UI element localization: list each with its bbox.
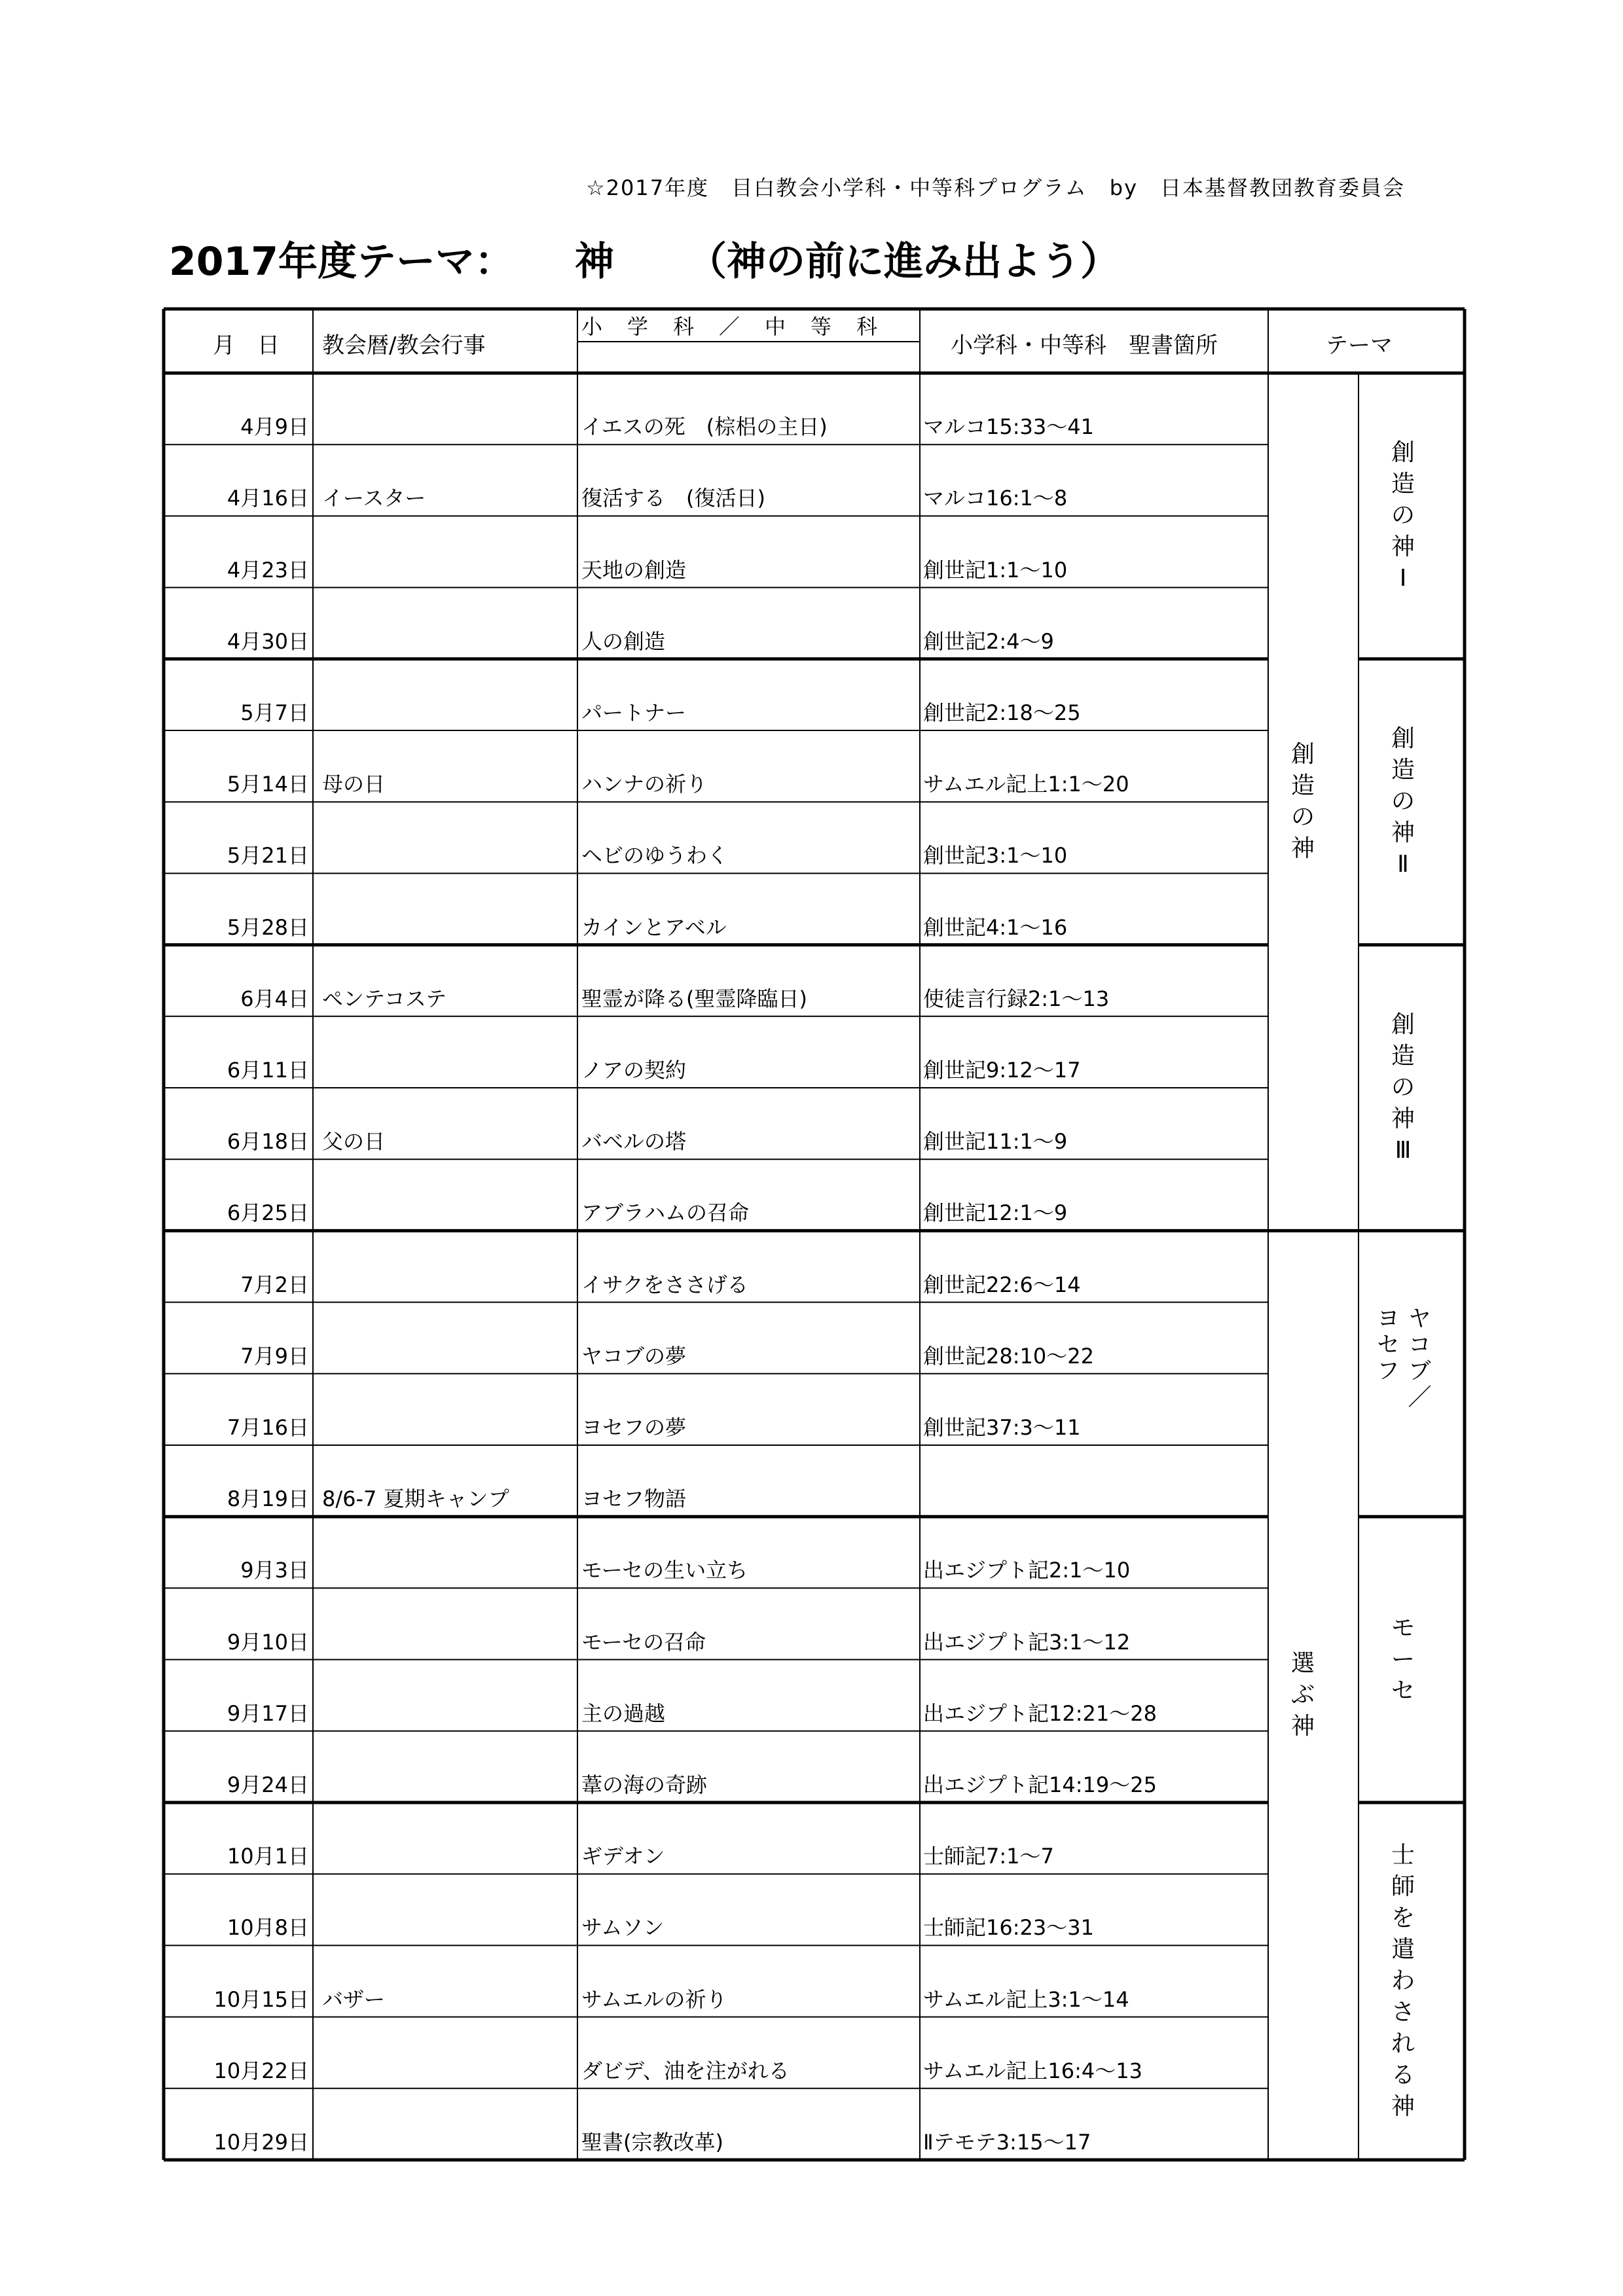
row-title: モーセの生い立ち [581, 1558, 748, 1583]
row-title: パートナー [581, 700, 687, 725]
row-date: 5月14日 [227, 772, 309, 797]
row-scripture: 創世記22:6～14 [923, 1272, 1081, 1297]
row-title: ヨセフ物語 [581, 1486, 687, 1512]
row-date: 8月19日 [227, 1486, 309, 1512]
theme-major-choosing: 選 ぶ 神 [1290, 1650, 1315, 1740]
header-scripture: 小学科・中等科 聖書箇所 [951, 332, 1218, 359]
row-scripture: 創世記28:10～22 [923, 1343, 1094, 1369]
row-event: バザー [322, 1986, 386, 2012]
row-scripture: サムエル記上16:4～13 [923, 2058, 1142, 2083]
row-scripture: 士師記7:1～7 [923, 1844, 1054, 1869]
row-title: ヤコブの夢 [581, 1343, 687, 1369]
row-event: ペンテコステ [322, 986, 447, 1011]
row-title: 聖霊が降る(聖霊降臨日) [581, 986, 807, 1011]
row-scripture: マルコ15:33～41 [923, 414, 1094, 440]
row-scripture: 出エジプト記2:1～10 [923, 1558, 1131, 1583]
header-class: 小 学 科 ／ 中 等 科 [581, 314, 880, 339]
row-title: サムソン [581, 1915, 665, 1941]
row-title: モーセの召命 [581, 1629, 706, 1655]
row-title: イサクをささげる [581, 1272, 748, 1297]
row-scripture: 使徒言行録2:1～13 [923, 986, 1110, 1011]
row-event: イースター [322, 486, 426, 511]
row-title: カインとアベル [581, 914, 727, 940]
program-subtitle: ☆2017年度 目白教会小学科・中等科プログラム by 日本基督教団教育委員会 [586, 175, 1406, 200]
row-scripture: Ⅱテモテ3:15～17 [923, 2130, 1091, 2155]
row-scripture: 創世記3:1～10 [923, 843, 1068, 869]
row-scripture: 創世記12:1～9 [923, 1200, 1068, 1226]
row-date: 5月28日 [227, 914, 309, 940]
row-date: 5月7日 [240, 700, 309, 725]
row-title: バベルの塔 [581, 1129, 687, 1155]
row-title: イエスの死 (棕梠の主日) [581, 414, 828, 440]
row-title: サムエルの祈り [581, 1986, 727, 2012]
theme-minor-judges: 士 師 を 遣 わ さ れ る 神 [1391, 1842, 1415, 2120]
header-date: 月 日 [213, 332, 280, 359]
theme-minor-1: 創 造 の 神 Ⅰ [1391, 439, 1415, 592]
row-date: 7月9日 [240, 1343, 309, 1369]
row-title: 主の過越 [581, 1700, 666, 1726]
row-scripture: 創世記11:1～9 [923, 1129, 1068, 1155]
row-date: 10月22日 [213, 2058, 309, 2083]
row-title: ヨセフの夢 [581, 1415, 687, 1440]
row-scripture: 出エジプト記14:19～25 [923, 1772, 1157, 1797]
row-title: 復活する (復活日) [581, 486, 765, 511]
row-scripture: 創世記1:1～10 [923, 557, 1068, 583]
row-scripture: サムエル記上1:1～20 [923, 772, 1129, 797]
row-scripture: マルコ16:1～8 [923, 486, 1068, 511]
header-event: 教会暦/教会行事 [322, 332, 486, 359]
theme-major-creation: 創 造 の 神 [1290, 741, 1315, 863]
theme-minor-2: 創 造 の 神 Ⅱ [1391, 725, 1415, 878]
row-date: 4月23日 [227, 557, 309, 583]
row-title: ダビデ、油を注がれる [581, 2058, 790, 2083]
header-theme: テーマ [1326, 332, 1393, 359]
row-title: アブラハムの召命 [581, 1200, 750, 1226]
row-date: 6月11日 [227, 1058, 309, 1083]
row-event: 父の日 [322, 1129, 386, 1155]
row-scripture: 出エジプト記12:21～28 [923, 1700, 1157, 1726]
theme-minor-jacob-joseph: ヤコブ／ ヨセフ [1373, 1305, 1431, 1410]
row-scripture: 創世記9:12～17 [923, 1058, 1081, 1083]
row-date: 7月2日 [240, 1272, 309, 1297]
row-title: ハンナの祈り [581, 772, 708, 797]
row-date: 10月1日 [227, 1844, 309, 1869]
row-date: 4月16日 [227, 486, 309, 511]
row-date: 6月4日 [240, 986, 309, 1011]
row-title: ノアの契約 [581, 1058, 687, 1083]
row-date: 4月30日 [227, 628, 309, 654]
row-date: 5月21日 [227, 843, 309, 869]
row-date: 7月16日 [227, 1415, 309, 1440]
row-title: 人の創造 [581, 628, 666, 654]
theme-minor-moses: モ ー セ [1391, 1614, 1415, 1704]
row-date: 10月8日 [227, 1915, 309, 1941]
row-scripture: 創世記2:4～9 [923, 628, 1054, 654]
row-scripture: 出エジプト記3:1～12 [923, 1629, 1131, 1655]
row-date: 10月15日 [213, 1986, 309, 2012]
row-title: 聖書(宗教改革) [581, 2130, 723, 2155]
row-scripture: サムエル記上3:1～14 [923, 1986, 1129, 2012]
row-event: 母の日 [322, 772, 386, 797]
theme-label: 2017年度テーマ： [169, 239, 514, 285]
row-date: 6月18日 [227, 1129, 309, 1155]
row-scripture: 士師記16:23～31 [923, 1915, 1094, 1941]
row-scripture: 創世記2:18～25 [923, 700, 1081, 725]
row-date: 10月29日 [213, 2130, 309, 2155]
theme-minor-3: 創 造 の 神 Ⅲ [1391, 1011, 1415, 1164]
row-date: 9月17日 [227, 1700, 309, 1726]
row-date: 9月24日 [227, 1772, 309, 1797]
row-date: 9月10日 [227, 1629, 309, 1655]
row-title: ヘビのゆうわく [581, 843, 729, 869]
row-scripture: 創世記4:1～16 [923, 914, 1068, 940]
row-title: 天地の創造 [581, 557, 687, 583]
row-date: 9月3日 [240, 1558, 309, 1583]
row-title: ギデオン [581, 1844, 665, 1869]
theme-detail: （神の前に進み出よう） [687, 239, 1120, 285]
row-date: 6月25日 [227, 1200, 309, 1226]
theme-word: 神 [575, 239, 614, 285]
row-scripture: 創世記37:3～11 [923, 1415, 1081, 1440]
row-date: 4月9日 [240, 414, 309, 440]
row-event: 8/6-7 夏期キャンプ [322, 1486, 509, 1512]
row-title: 葦の海の奇跡 [581, 1772, 708, 1797]
